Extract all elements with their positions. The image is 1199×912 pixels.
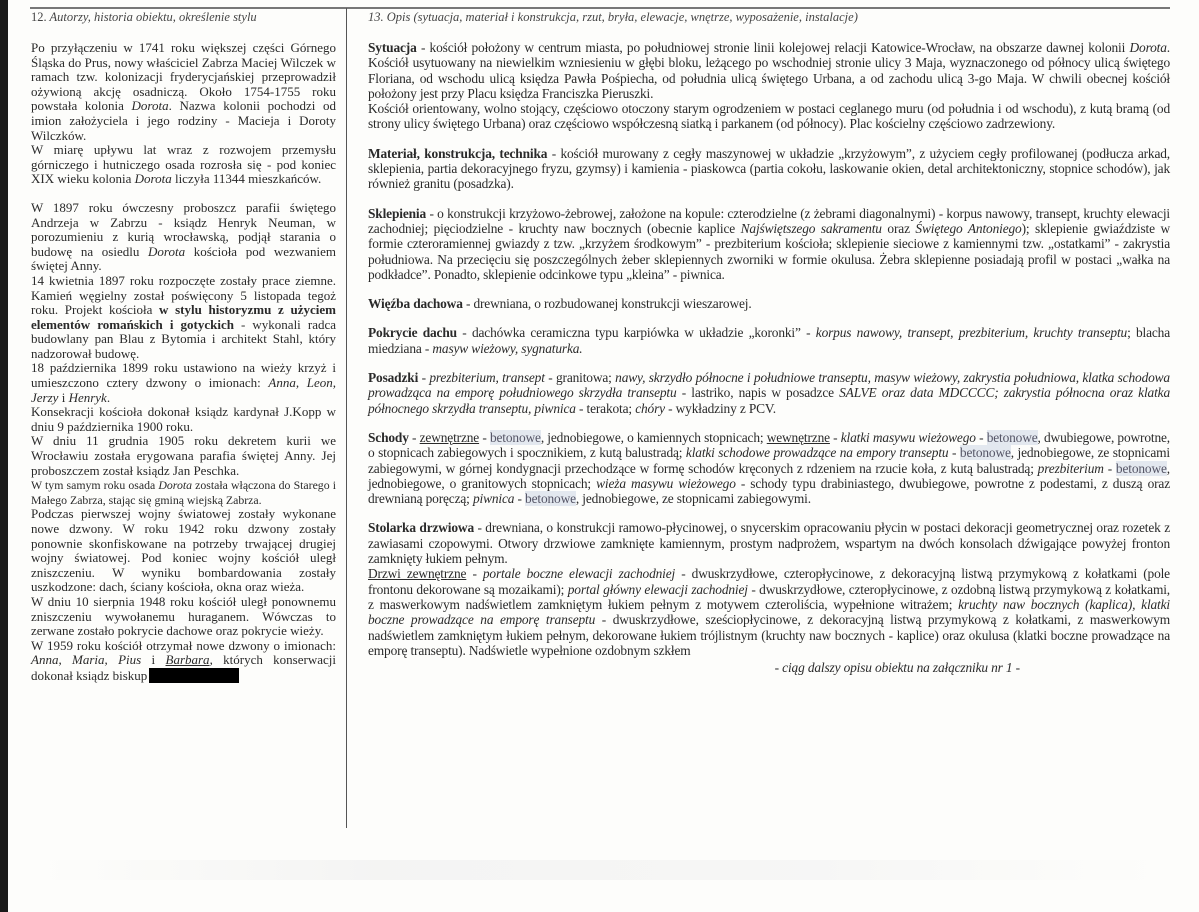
text-run: W dniu 11 grudnia 1905 roku dekretem kurii we Wrocławiu została erygowana parafia świętej Anny. Jej proboszczem został ksiądz Jan Peschka. bbox=[31, 433, 336, 478]
bold-heading: Posadzki bbox=[368, 370, 419, 386]
top-rule bbox=[30, 7, 1170, 9]
text-run: - wykonali radca budowlany pan Blau z Bytomia i architekt Stahl, który nadzorował budowę. bbox=[31, 316, 336, 361]
text-run: - bbox=[479, 429, 490, 445]
description-paragraph bbox=[368, 520, 1170, 566]
text-run: , jednobiegowe, ze stopnicami zabiegowymi. bbox=[575, 491, 811, 507]
bold-heading: w stylu historyzmu z użyciem elementów romańskich i gotyckich bbox=[31, 302, 336, 332]
text-run: , jednobiegowe, o kamiennych stopnicach; bbox=[540, 429, 767, 445]
text-run: - bbox=[408, 429, 420, 445]
text-run: ); sklepienie gwiaździste w formie czteroramiennej gwiazdy z tzw. „krzyżem środkowym” - prezbiterium kościoła; sklepienie sieciowe z kamiennymi tzw. „ostatkami” - zakrystia południowa. Na przecięciu się poszczególnych żeber sklepiennych zworniki w formie okulusa. Żebra sklepienne posiadają profil w postaci „wałka na podkładce”. Ponadto, sklepienie odcinkowe typu „kleina” - piwnica. bbox=[368, 220, 1171, 282]
text-run: - bbox=[948, 445, 960, 461]
text-run: Po przyłączeniu w 1741 roku większej części Górnego Śląska do Prus, nowy właściciel Zabrza Maciej Wilczek w ramach tzw. kolonizacji fryderycjańskiej przeprowadził ożywioną akcję osadniczą. Około 1754-1755 roku powstała kolonia bbox=[31, 40, 336, 114]
bold-heading: Materiał, konstrukcja, technika bbox=[368, 145, 548, 161]
italic-text: Dorota bbox=[1129, 40, 1167, 55]
text-run: i bbox=[141, 652, 166, 668]
description-paragraph bbox=[368, 101, 1170, 132]
description-paragraph bbox=[368, 146, 1170, 192]
description-paragraph bbox=[368, 325, 1170, 356]
text-run: Kościół orientowany, wolno stojący, częściowo otoczony starym ogrodzeniem w postaci ceglanego muru (od południa i od wschodu), z kutą bramą (od strony ulicy świętego Urbana) oraz częściowo współczesną siatką i parkanem (od północy). Plac kościelny częściowo zadrzewiony. bbox=[368, 101, 1170, 132]
bold-heading: Sytuacja bbox=[368, 40, 417, 55]
history-paragraph bbox=[31, 434, 336, 478]
text-run: 18 października 1899 roku ustawiono na wieży krzyż i umieszczono cztery dzwony o imionach: bbox=[31, 360, 336, 391]
italic-text: Anna, Leon, Jerzy bbox=[31, 375, 336, 405]
history-paragraph bbox=[31, 41, 336, 143]
history-paragraph bbox=[31, 201, 336, 274]
text-run: - schody typu drabiniastego, dwubiegowe, powrotne z podestami, z duszą oraz drewnianą poręczą; bbox=[368, 475, 1171, 507]
italic-text: portale boczne elewacji zachodniej bbox=[482, 566, 676, 582]
text-run: - bbox=[466, 566, 483, 582]
text-run: - dachówka ceramiczna typu karpiówka w układzie „koronki” - bbox=[456, 325, 816, 341]
highlighted-text: betonowe bbox=[959, 445, 1011, 461]
underlined-text: Drzwi zewnętrzne bbox=[368, 566, 467, 582]
description-paragraph bbox=[368, 430, 1170, 506]
text-run: - terakota; bbox=[575, 400, 636, 416]
bold-heading: Sklepienia bbox=[368, 205, 427, 221]
text-run: , jednobiegowe, o granitowych stopnicach; bbox=[368, 460, 1170, 491]
text-run: , jednobiegowe, ze stopnicami zabiegowymi, w górnej kondygnacji przechodzące w formę schodów kręconych z rdzeniem na rzucie koła, z kutą balustradą; bbox=[368, 445, 1170, 476]
highlighted-text: betonowe bbox=[489, 429, 541, 445]
italic-text: Świętego Antoniego bbox=[915, 220, 1022, 236]
text-run: - drewniana, o konstrukcji ramowo-płycinowej, o snycerskim opracowaniu płycin w postaci dekoracji geometrycznej oraz rozetek z zawiasami czopowymi. Otwory drzwiowe zamknięte kamiennym, prostym nadprożem, wspartym na dwóch konsolach dźwigające powyżej fronton zamknięty łukiem pełnym. bbox=[368, 520, 1170, 567]
section-13-header: 13. Opis (sytuacja, materiał i konstrukcja, rzut, bryła, elewacje, wnętrze, wyposażenie, instalacje) bbox=[368, 10, 858, 24]
history-column bbox=[31, 41, 336, 684]
redaction-box bbox=[149, 668, 239, 683]
italic-text: Dorota bbox=[158, 478, 193, 493]
section-12-number: 12. bbox=[31, 10, 47, 24]
text-run: . Kościół usytuowany na niewielkim wzniesieniu w głębi bloku, leżącego po wschodniej stronie ulicy 3 Maja, wyznaczonego od północy ulicą świętego Floriana, od wschodu ulicą księdza Pawła Pośpiecha, od południa ulicą świętego Urbana, a od zachodu ulicą 3-go Maja. W chwili obecnej kościół położony jest przy Placu księdza Franciszka Pieruszki. bbox=[368, 40, 1170, 101]
italic-text: kruchty naw bocznych (kaplica), klatki boczne prowadzące na emporę transeptu bbox=[368, 596, 1170, 628]
text-run: , dwubiegowe, powrotne, o stopnicach zabiegowych i spocznikiem, z kutą balustradą; bbox=[368, 429, 1170, 461]
bold-heading: Pokrycie dachu bbox=[368, 325, 457, 341]
text-run: - bbox=[975, 429, 987, 445]
continuation-note: - ciąg dalszy opisu obiektu na załączniku nr 1 - bbox=[774, 660, 1020, 676]
bold-heading: Więźba dachowa bbox=[368, 296, 463, 312]
description-paragraph bbox=[368, 566, 1170, 658]
text-run: i bbox=[58, 389, 69, 405]
text-run: oraz bbox=[881, 220, 916, 236]
text-run: - o konstrukcji krzyżowo-żebrowej, założone na kopule: czterodzielne (z żebrami diagonalnymi) - korpus nawowy, transept, kruchty elewacji zachodniej; pięciodzielne - kruchty naw bocznych (obecnie kaplice bbox=[368, 205, 1170, 236]
text-run: - lastriko, napis w posadzce bbox=[676, 385, 840, 401]
italic-text: piwnica bbox=[472, 491, 515, 507]
bold-heading: Stolarka drzwiowa bbox=[368, 520, 474, 536]
text-run: W tym samym roku osada bbox=[31, 478, 159, 493]
text-run: 14 kwietnia 1897 roku rozpoczęte zostały prace ziemne. Kamień węgielny został poświęcony 5 listopada tegoż roku. Projekt kościoła bbox=[31, 272, 336, 318]
section-12-title: Autorzy, historia obiektu, określenie stylu bbox=[49, 10, 257, 24]
description-paragraph bbox=[368, 206, 1170, 282]
highlighted-text: betonowe bbox=[1115, 460, 1167, 476]
italic-text: masyw wieżowy, sygnaturka. bbox=[432, 340, 583, 356]
underlined-text: wewnętrzne bbox=[766, 429, 830, 445]
italic-text: nawy, skrzydło północne i południowe transeptu, masyw wieżowy, zakrystia południowa, klatka schodowa prowadząca na emporę południowego skrzydła transeptu bbox=[368, 370, 1170, 401]
italic-text: Najświętszego sakramentu bbox=[740, 220, 882, 236]
italic-text: chóry bbox=[635, 400, 665, 416]
text-run: Podczas pierwszej wojny światowej zostały wykonane nowe dzwony. W roku 1942 roku dzwony zostały ponownie skonfiskowane na potrzeby trwającej drugiej wojny światowej. Pod koniec wojny kościół uległ zniszczeniu. W wyniku bombardowania zostały uszkodzone: dach, ściany kościoła, okna oraz wieża. bbox=[31, 506, 336, 595]
text-run: W 1897 roku ówczesny proboszcz parafii świętego Andrzeja w Zabrzu - ksiądz Henryk Neuman, w porozumieniu z kurią wrocławską, podjął starania o budowę na osiedlu bbox=[31, 199, 336, 259]
text-run: W dniu 10 sierpnia 1948 roku kościół uległ ponownemu zniszczeniu wywołanemu huraganem. Wówczas to zerwane zostało pokrycie dachowe oraz pokrycie wieży. bbox=[31, 593, 336, 639]
text-run: - bbox=[1103, 460, 1116, 476]
history-paragraph bbox=[31, 274, 336, 362]
description-paragraph bbox=[368, 296, 1170, 311]
italic-text: portal główny elewacji zachodniej bbox=[567, 581, 748, 597]
text-run: Konsekracji kościoła dokonał ksiądz kardynał J.Kopp w dniu 9 października 1900 roku. bbox=[31, 404, 336, 434]
italic-text: klatki schodowe prowadzące na empory transeptu bbox=[685, 445, 949, 461]
italic-text: Dorota bbox=[134, 171, 172, 187]
italic-text: prezbiterium, transept bbox=[429, 370, 545, 386]
text-run: ; blacha miedziana - bbox=[368, 325, 1171, 356]
text-run: , których konserwacji dokonał ksiądz biskup bbox=[31, 652, 336, 683]
description-body bbox=[368, 40, 1170, 658]
history-paragraph bbox=[31, 361, 336, 405]
history-paragraph bbox=[31, 639, 336, 684]
history-paragraph bbox=[31, 507, 336, 595]
italic-text: SALVE oraz data MDCCCC; zakrystia północna oraz klatka północnego skrzydła transeptu, piwnica bbox=[368, 385, 1170, 416]
italic-text: Anna, Maria, Pius bbox=[31, 652, 142, 668]
italic-text: Barbara bbox=[165, 652, 210, 668]
text-run: została włączona do Starego i Małego Zabrza, stając się gminą wiejską Zabrza. bbox=[31, 478, 336, 507]
text-run: W miarę upływu lat wraz z rozwojem przemysłu górniczego i hutniczego osada rozrosła się - pod koniec XIX wieku kolonia bbox=[31, 142, 336, 187]
italic-text: Henryk bbox=[68, 389, 107, 405]
description-paragraph bbox=[368, 40, 1170, 101]
text-run: - kościół murowany z cegły maszynowej w układzie „krzyżowym”, z użyciem cegły profilowanej (podłucza arkad, sklepienia, partia dekoracyjnego fryzu, gzymsy) i kamienia - piaskowca (partia cokołu, laskowanie okien, detal architektoniczny, stopnice schodów), jak również granitu (posadzka). bbox=[368, 145, 1171, 192]
description-paragraph bbox=[368, 370, 1170, 416]
text-run: liczyła 11344 mieszkańców. bbox=[171, 171, 322, 187]
text-run: - bbox=[418, 370, 430, 386]
highlighted-text: betonowe bbox=[986, 429, 1038, 445]
section-12-header bbox=[31, 10, 257, 25]
italic-text: korpus nawowy, transept, prezbiterium, kruchty transeptu bbox=[815, 325, 1128, 341]
text-run: - dwuskrzydłowe, czteropłycinowe, z dekoracyjną listwą przymykową z kołatkami (pole frontonu dekorowane są mozaikami); bbox=[368, 566, 1170, 597]
italic-text: Dorota bbox=[148, 243, 186, 259]
text-run: kościoła pod wezwaniem świętej Anny. bbox=[31, 243, 336, 274]
history-paragraph bbox=[31, 478, 336, 507]
italic-text: wieża masywu wieżowego bbox=[596, 475, 736, 491]
italic-text: prezbiterium bbox=[1037, 460, 1104, 476]
text-run: W 1959 roku kościół otrzymał nowe dzwony o imionach: bbox=[31, 637, 336, 653]
underlined-text: zewnętrzne bbox=[419, 429, 480, 445]
text-run: - wykładziny z PCV. bbox=[664, 400, 776, 416]
highlighted-text: betonowe bbox=[525, 491, 576, 507]
scan-dark-edge bbox=[0, 0, 8, 912]
text-run: - bbox=[514, 491, 526, 507]
scan-noise bbox=[40, 860, 1160, 880]
italic-text: Dorota bbox=[131, 98, 169, 114]
text-run: - drewniana, o rozbudowanej konstrukcji wieszarowej. bbox=[462, 296, 752, 312]
description-column bbox=[368, 40, 1170, 675]
text-run: - dwuskrzydłowe, sześciopłycinowe, z dekoracyjną listwą przymykową z kołatkami, z maswerkowym nadświetlem zamkniętym łukiem pełnym, dekorowane łukiem trójlistnym (kruchty naw bocznych - kaplice) oraz okulusa (klatki boczne prowadzące na emporę transeptu). Nadświetle wypełnione ozdobnym szkłem bbox=[368, 612, 1170, 658]
italic-text: klatki masywu wieżowego bbox=[840, 429, 976, 445]
history-paragraph bbox=[31, 595, 336, 639]
text-run: - dwuskrzydłowe, czteropłycinowe, z ozdobną listwą przymykową z kołatkami, z maswerkowym nadświetlem zamkniętym łukiem pełnym z motywem czteroliścia, wypełnione witrażem; bbox=[368, 581, 1170, 612]
column-divider bbox=[346, 8, 347, 828]
text-run: . bbox=[106, 389, 111, 405]
text-run: - granitowa; bbox=[544, 370, 616, 386]
history-paragraph bbox=[31, 143, 336, 187]
history-paragraph bbox=[31, 405, 336, 434]
bold-heading: Schody bbox=[368, 429, 409, 445]
text-run: - bbox=[829, 429, 841, 445]
text-run: - kościół położony w centrum miasta, po południowej stronie linii kolejowej relacji Katowice-Wrocław, na obszarze dawnej kolonii bbox=[416, 40, 1130, 55]
text-run: . Nazwa kolonii pochodzi od imion założyciela i jego rodziny - Macieja i Doroty Wilczków. bbox=[31, 98, 336, 143]
